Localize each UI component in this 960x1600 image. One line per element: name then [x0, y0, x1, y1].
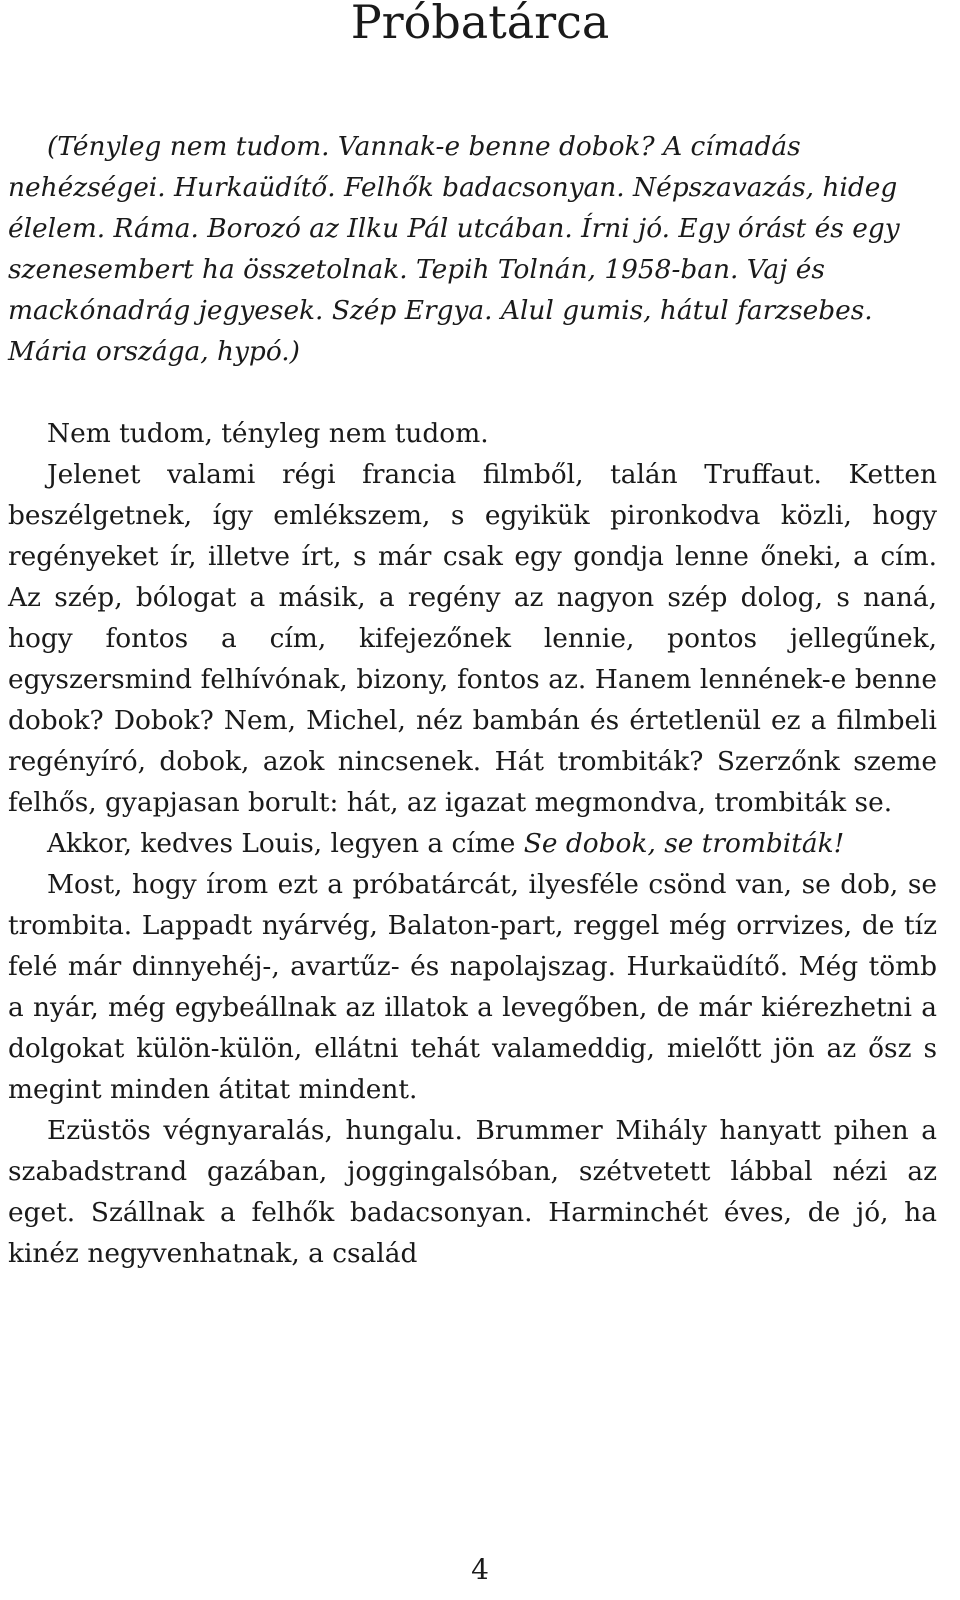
intro-paragraph: (Tényleg nem tudom. Vannak-e benne dobok? A címadás nehézségei. Hurkaüdítő. Felhők badacsonyan. Népszavazás, hideg élelem. Ráma. Borozó az Ilku Pál utcában. Írni jó. Egy órást és egy szenesembert ha összetolnak. Tepih Tolnán, 1958-ban. Vaj és mackónadrág jegyesek. Szép Ergya. Alul gumis, hátul farzsebes. Mária országa, hypó.)	[8, 131, 900, 367]
page-number: 4	[471, 1553, 489, 1586]
paragraph: Ezüstös végnyaralás, hungalu. Brummer Mihály hanyatt pihen a szabadstrand gazában, joggingalsóban, szétvetett lábbal nézi az eget. Szállnak a felhők badacsonyan. Harminchét éves, de jó, ha kinéz negyvenhatnak, a család	[8, 1115, 937, 1269]
paragraph: Most, hogy írom ezt a próbatárcát, ilyesféle csönd van, se dob, se trombita. Lappadt nyárvég, Balaton-part, reggel még orrvizes, de tíz felé már dinnyehéj-, avartűz- és napolajszag. Hurkaüdítő. Még tömb a nyár, még egybeállnak az illatok a levegőben, de már kiérezhetni a dolgokat külön-külön, ellátni tehát valameddig, mielőtt jön az ősz s megint minden átitat mindent.	[8, 869, 937, 1105]
paragraph: Nem tudom, tényleg nem tudom.	[47, 418, 489, 449]
page-title: Próbatárca	[350, 0, 610, 49]
paragraph: Jelenet valami régi francia filmből, talán Truffaut. Ketten beszélgetnek, így emlékszem, s egyikük pironkodva közli, hogy regényeket ír, illetve írt, s már csak egy gondja lenne őneki, a cím. Az szép, bólogat a másik, a regény az nagyon szép dolog, s naná, hogy fontos a cím, kifejezőnek lennie, pontos jellegűnek, egyszersmind felhívónak, bizony, fontos az. Hanem lennének-e benne dobok? Dobok? Nem, Michel, néz bambán és értetlenül ez a filmbeli regényíró, dobok, azok nincsenek. Hát trombiták? Szerzőnk szeme felhős, gyapjasan borult: hát, az igazat megmondva, trombiták se.	[8, 459, 937, 818]
emphasized-title: Se dobok, se trombiták!	[523, 828, 845, 859]
paragraph	[8, 823, 937, 864]
paragraph-text: Akkor, kedves Louis, legyen a címe	[47, 828, 524, 859]
body-text	[8, 126, 937, 1274]
